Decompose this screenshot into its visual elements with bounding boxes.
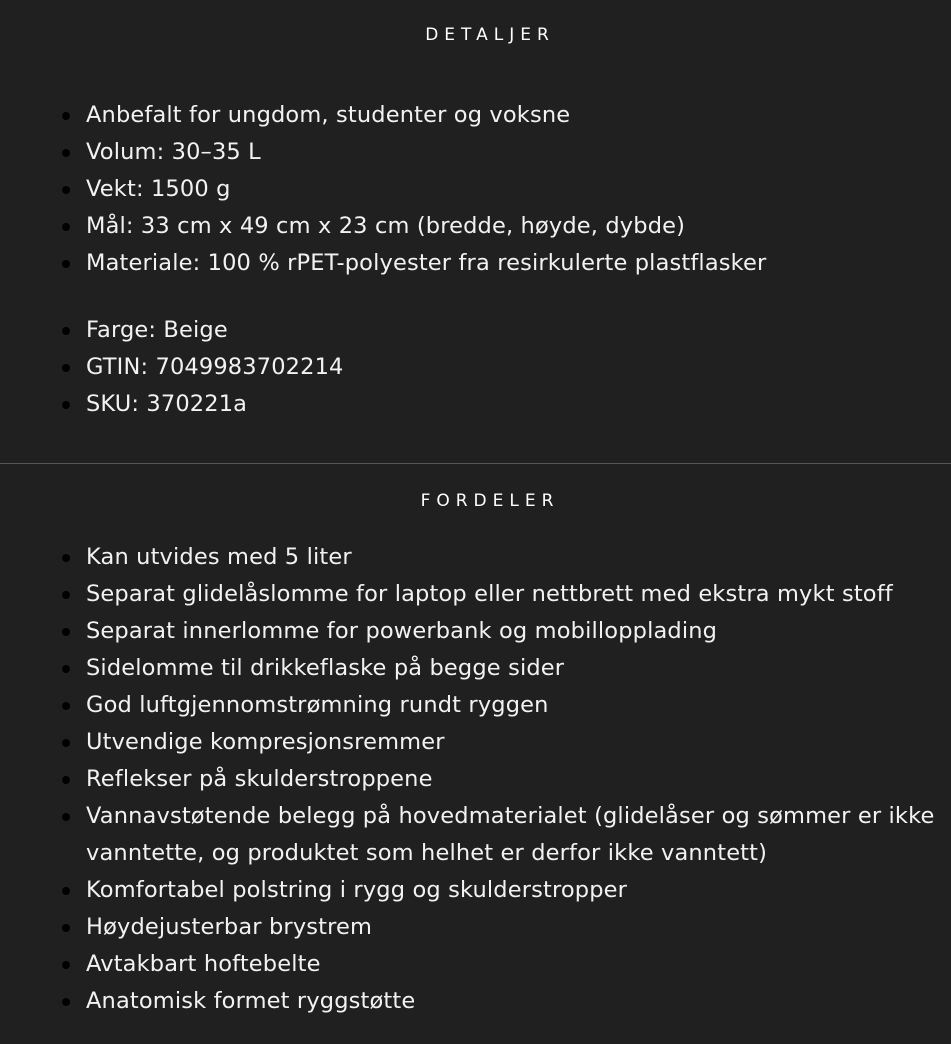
list-item-text: Separat glidelåslomme for laptop eller nettbrett med ekstra mykt stoff [86, 581, 893, 607]
list-item-text: God luftgjennomstrømning rundt ryggen [86, 692, 549, 718]
list-item [0, 724, 951, 761]
list-item-text: Volum: 30–35 L [86, 139, 261, 165]
list-item [0, 134, 951, 171]
bullet-icon [62, 924, 70, 932]
list-item [0, 761, 951, 798]
list-item-text: Utvendige kompresjonsremmer [86, 729, 445, 755]
bullet-icon [62, 112, 70, 120]
bullet-icon [62, 260, 70, 268]
bullet-icon [62, 813, 70, 821]
list-item [0, 97, 951, 134]
product-identifiers-list [0, 312, 951, 423]
bullet-icon [62, 665, 70, 673]
bullet-icon [62, 998, 70, 1006]
list-item-text: Mål: 33 cm x 49 cm x 23 cm (bredde, høyde, dybde) [86, 213, 686, 239]
bullet-icon [62, 739, 70, 747]
list-item-text: Avtakbart hoftebelte [86, 951, 321, 977]
list-item-text: Reflekser på skulderstroppene [86, 766, 433, 792]
list-item [0, 245, 951, 282]
list-item [0, 312, 951, 349]
list-item [0, 576, 951, 613]
list-item-text: Sidelomme til drikkeflaske på begge sider [86, 655, 565, 681]
bullet-icon [62, 628, 70, 636]
list-item-text: SKU: 370221a [86, 391, 248, 417]
list-item [0, 946, 951, 983]
bullet-icon [62, 702, 70, 710]
list-item-text: Kan utvides med 5 liter [86, 544, 352, 570]
benefits-section [0, 464, 951, 1020]
bullet-icon [62, 186, 70, 194]
list-item-text: Materiale: 100 % rPET-polyester fra resirkulerte plastflasker [86, 250, 767, 276]
bullet-icon [62, 591, 70, 599]
bullet-icon [62, 401, 70, 409]
benefits-list [0, 539, 951, 1020]
list-item [0, 171, 951, 208]
benefits-heading: FORDELER [420, 491, 560, 511]
list-item [0, 349, 951, 386]
bullet-icon [62, 364, 70, 372]
bullet-icon [62, 554, 70, 562]
list-item [0, 983, 951, 1020]
list-item [0, 208, 951, 245]
list-item-text: Farge: Beige [86, 317, 228, 343]
list-item-text: Komfortabel polstring i rygg og skulderstropper [86, 877, 628, 903]
list-item [0, 872, 951, 909]
bullet-icon [62, 776, 70, 784]
list-item [0, 909, 951, 946]
list-item [0, 650, 951, 687]
list-item [0, 798, 951, 872]
details-section [0, 0, 951, 464]
bullet-icon [62, 149, 70, 157]
list-item-text: GTIN: 7049983702214 [86, 354, 344, 380]
list-item [0, 386, 951, 423]
bullet-icon [62, 327, 70, 335]
list-item-text: Høydejusterbar brystrem [86, 914, 373, 940]
list-item-text: Anbefalt for ungdom, studenter og voksne [86, 102, 571, 128]
bullet-icon [62, 223, 70, 231]
list-item-text: Separat innerlomme for powerbank og mobillopplading [86, 618, 718, 644]
list-item-text: Vekt: 1500 g [86, 176, 231, 202]
details-heading: DETALJER [425, 25, 555, 45]
bullet-icon [62, 887, 70, 895]
list-item [0, 687, 951, 724]
details-list [0, 97, 951, 282]
list-item [0, 613, 951, 650]
list-item [0, 539, 951, 576]
list-item-text: Anatomisk formet ryggstøtte [86, 988, 416, 1014]
list-item-text: Vannavstøtende belegg på hovedmaterialet (glidelåser og sømmer er ikke vanntette, og produktet som helhet er derfor ikke vanntett) [86, 803, 935, 866]
bullet-icon [62, 961, 70, 969]
